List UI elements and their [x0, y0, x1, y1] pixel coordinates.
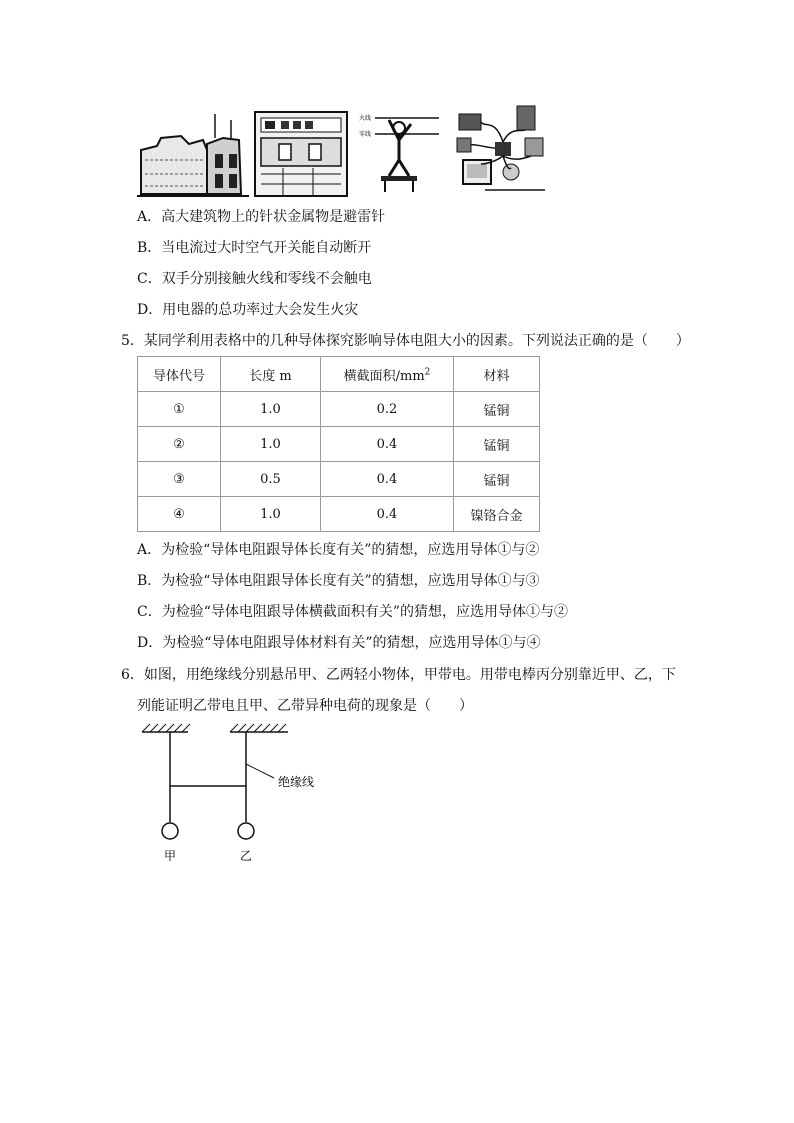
- q6-stem-line2: 列能证明乙带电且甲、乙带异种电荷的现象是（ ）: [137, 698, 473, 714]
- q4-option-d: D．用电器的总功率过大会发生火灾: [137, 302, 359, 318]
- circuit-breaker-panel-image: [253, 110, 349, 198]
- ball-yi-label: 乙: [240, 849, 253, 863]
- ball-yi: [238, 823, 254, 839]
- q6-stem-line1: 6．如图，用绝缘线分别悬吊甲、乙两轻小物体，甲带电。用带电棒丙分别靠近甲、乙，下: [121, 667, 676, 683]
- insulating-thread-label: 绝缘线: [278, 775, 315, 789]
- q5-option-b: B．为检验“导体电阻跟导体长度有关”的猜想，应选用导体①与③: [137, 573, 540, 589]
- ball-jia: [162, 823, 178, 839]
- table-header-row: [138, 357, 540, 392]
- cell-area: 0.2: [321, 392, 454, 427]
- q4-option-b: B．当电流过大时空气开关能自动断开: [137, 240, 372, 256]
- suspended-balls-diagram: [136, 724, 336, 874]
- right-ceiling-support: [230, 724, 288, 732]
- cell-length: 1.0: [221, 497, 321, 532]
- person-touching-wires-image: [359, 106, 439, 196]
- header-length: 长度 m: [221, 357, 321, 392]
- ball-jia-label: 甲: [164, 849, 177, 863]
- table-row: [138, 392, 540, 427]
- cell-id: ③: [138, 462, 221, 497]
- cell-length: 1.0: [221, 427, 321, 462]
- table-row: [138, 462, 540, 497]
- q5-stem: 5．某同学利用表格中的几种导体探究影响导体电阻大小的因素。下列说法正确的是（ ）: [121, 333, 690, 349]
- cell-area: 0.4: [321, 462, 454, 497]
- cell-id: ④: [138, 497, 221, 532]
- cell-area: 0.4: [321, 497, 454, 532]
- header-conductor-id: 导体代号: [138, 357, 221, 392]
- q5-option-a: A．为检验“导体电阻跟导体长度有关”的猜想，应选用导体①与②: [137, 542, 540, 558]
- q4-option-c: C．双手分别接触火线和零线不会触电: [137, 271, 372, 287]
- cell-id: ①: [138, 392, 221, 427]
- neutral-wire-label: 零线: [359, 131, 372, 138]
- cell-material: 锰铜: [454, 462, 540, 497]
- header-cross-section-label: 横截面积/mm: [343, 368, 425, 384]
- q5-option-c: C．为检验“导体电阻跟导体横截面积有关”的猜想，应选用导体①与②: [137, 604, 569, 620]
- cell-material: 锰铜: [454, 427, 540, 462]
- q4-option-a: A．高大建筑物上的针状金属物是避雷针: [137, 209, 386, 225]
- q5-option-d: D．为检验“导体电阻跟导体材料有关”的猜想，应选用导体①与④: [137, 635, 541, 651]
- cell-material: 锰铜: [454, 392, 540, 427]
- table-row: [138, 427, 540, 462]
- header-material: 材料: [454, 357, 540, 392]
- cell-id: ②: [138, 427, 221, 462]
- cell-length: 1.0: [221, 392, 321, 427]
- insulating-thread-pointer: [246, 764, 274, 778]
- conductor-table: [137, 356, 540, 532]
- cell-material: 镍铬合金: [454, 497, 540, 532]
- cell-length: 0.5: [221, 462, 321, 497]
- building-lightning-rod-image: [137, 110, 249, 198]
- q4-illustration-row: [137, 98, 557, 198]
- header-cross-section: [321, 357, 454, 392]
- header-cross-section-sup: 2: [424, 367, 431, 378]
- cell-area: 0.4: [321, 427, 454, 462]
- live-wire-label: 火线: [359, 115, 372, 122]
- table-row: [138, 497, 540, 532]
- left-ceiling-support: [142, 724, 190, 732]
- overloaded-socket-image: [455, 98, 551, 196]
